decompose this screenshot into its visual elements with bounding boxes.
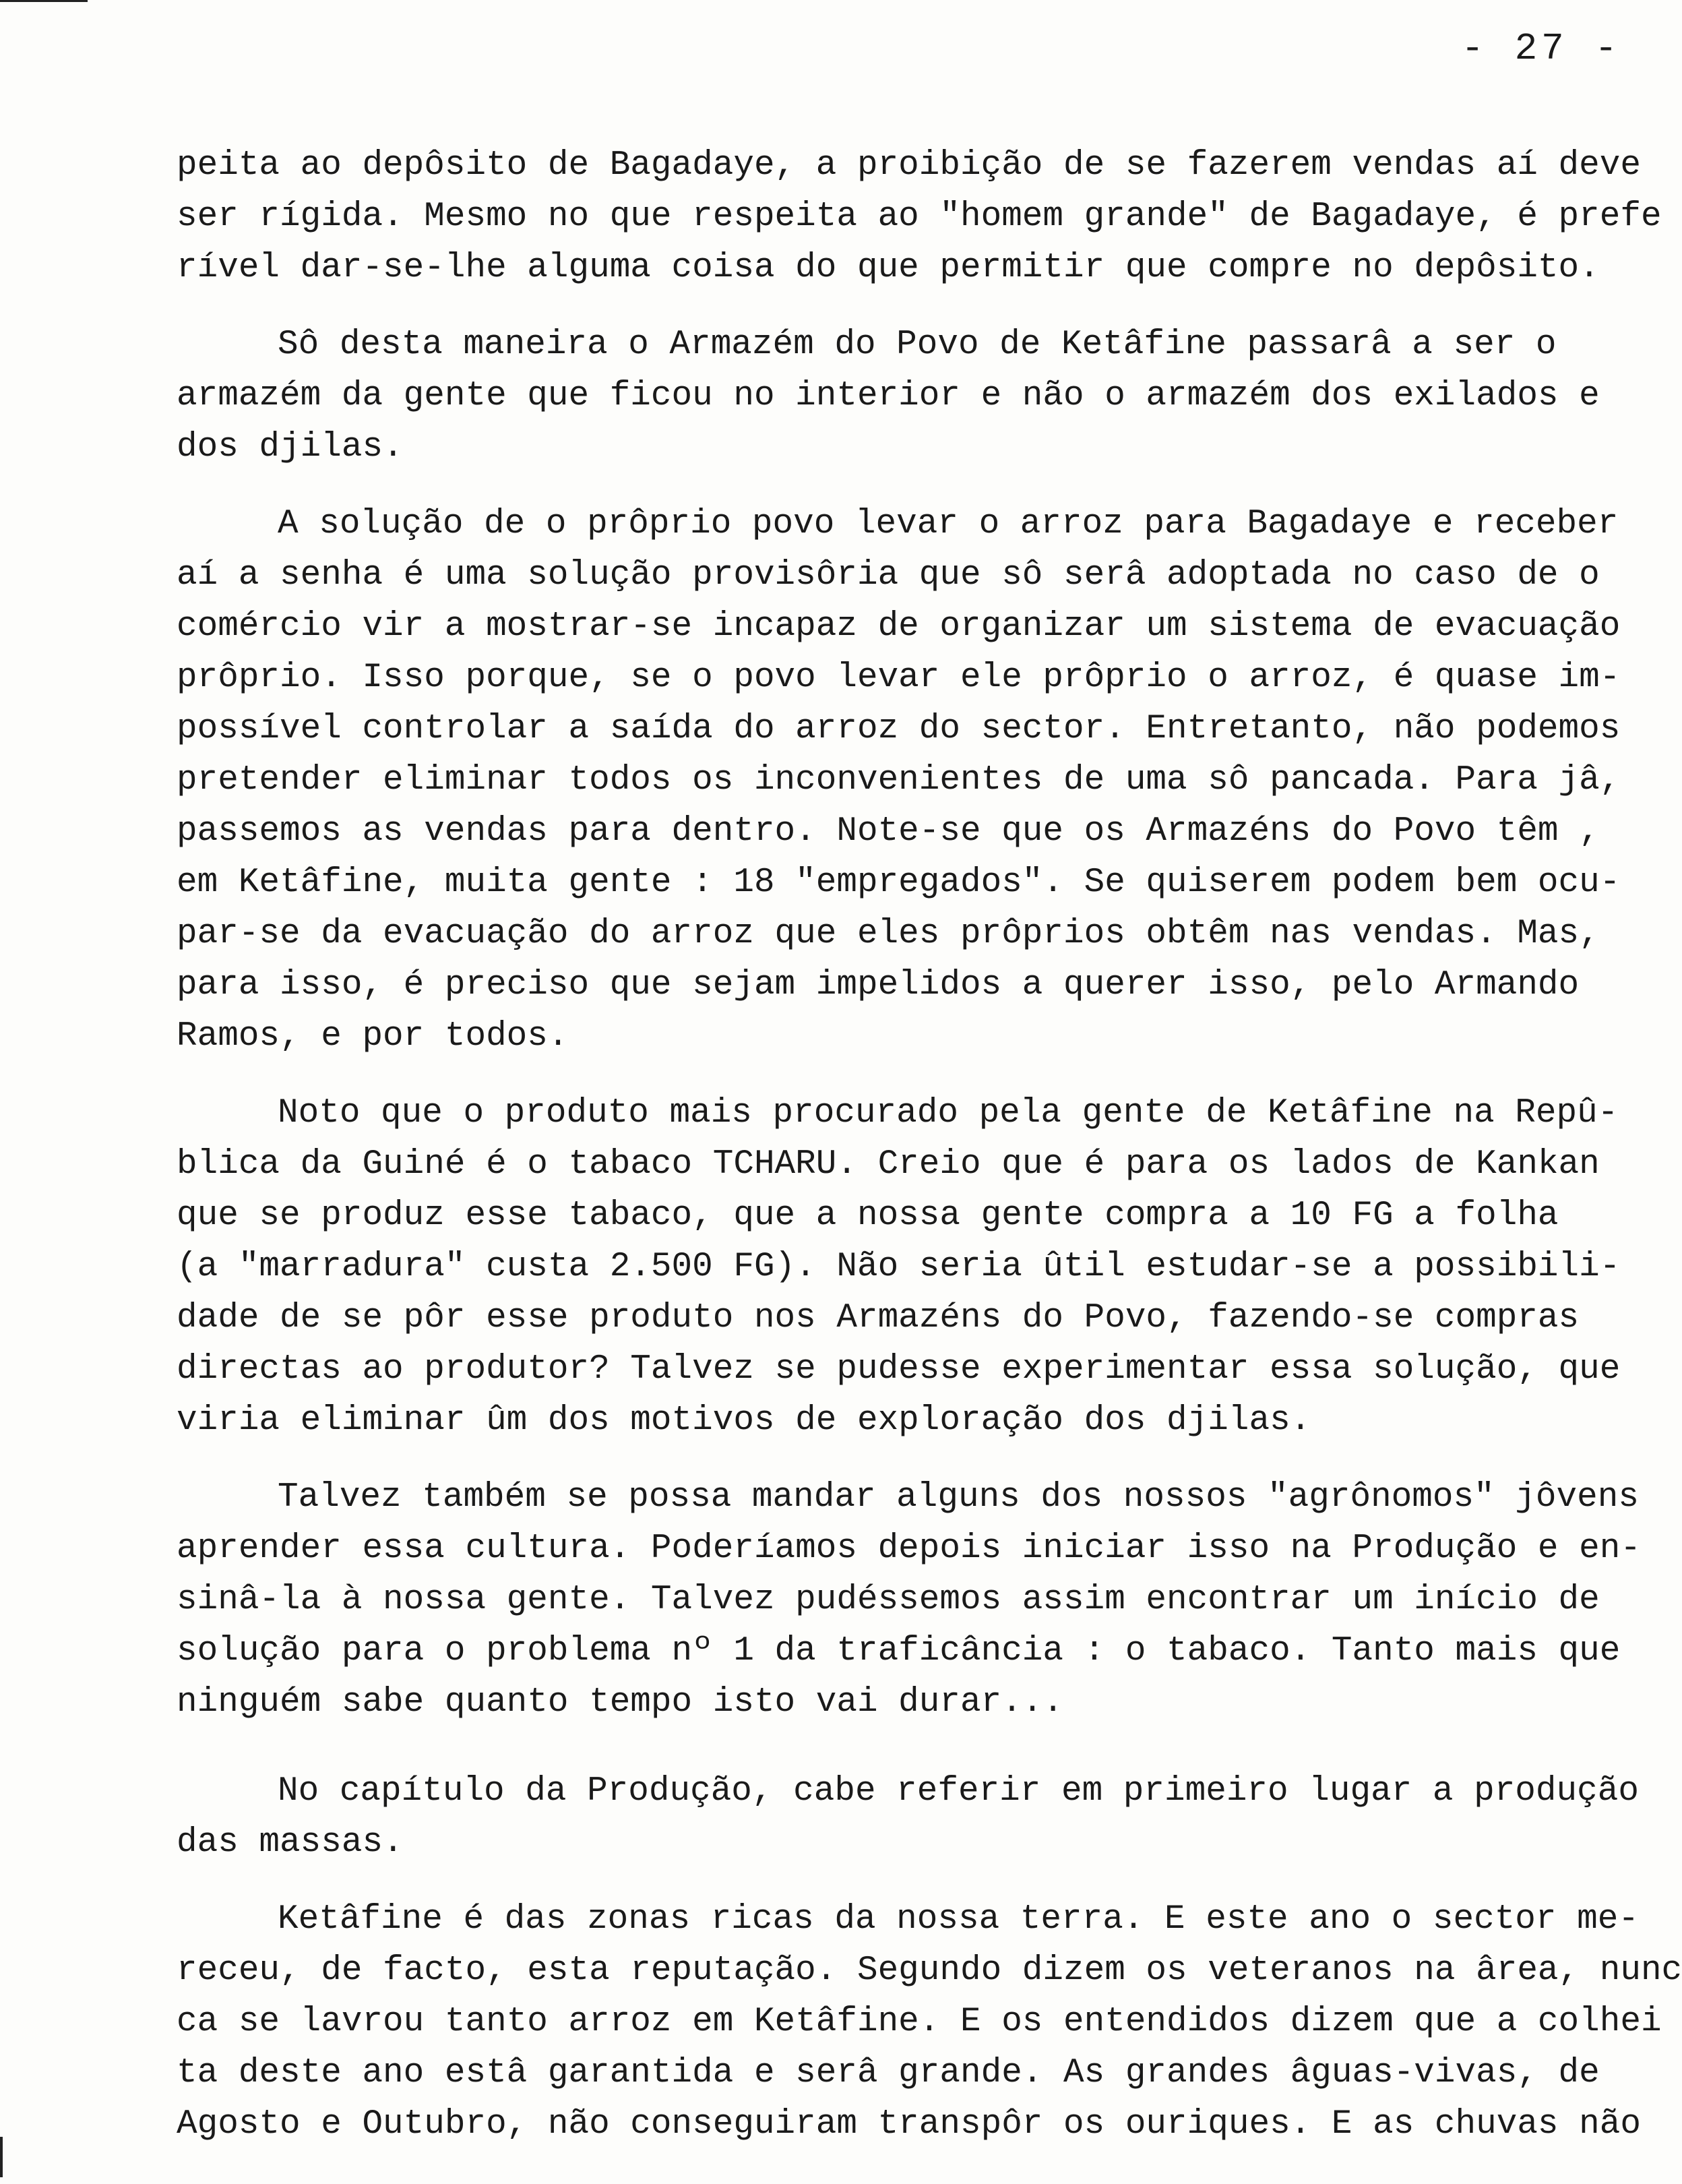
paragraph-3	[177, 499, 1646, 1062]
text-line: ta deste ano estâ garantida e serâ grande. As grandes âguas-vivas, de	[177, 2054, 1600, 2092]
text-line: Talvez também se possa mandar alguns dos nossos "agrônomos" jôvens	[278, 1478, 1639, 1517]
text-line: Agosto e Outubro, não conseguiram transpôr os ouriques. E as chuvas não	[177, 2105, 1641, 2144]
text-line: armazém da gente que ficou no interior e não o armazém dos exilados e	[177, 377, 1600, 415]
text-line: Noto que o produto mais procurado pela gente de Ketâfine na Repû-	[278, 1094, 1619, 1132]
page-number: - 27 -	[1461, 27, 1621, 70]
text-line: blica da Guiné é o tabaco TCHARU. Creio que é para os lados de Kankan	[177, 1145, 1600, 1184]
text-line: No capítulo da Produção, cabe referir em primeiro lugar a produção	[278, 1772, 1639, 1811]
paragraph-4	[177, 1088, 1646, 1447]
text-line: que se produz esse tabaco, que a nossa gente compra a 10 FG a folha	[177, 1196, 1559, 1235]
paragraph-7	[177, 1894, 1682, 2150]
paragraph-6	[177, 1766, 1646, 1869]
text-line: sinâ-la à nossa gente. Talvez pudéssemos assim encontrar um início de	[177, 1581, 1600, 1619]
text-line: possível controlar a saída do arroz do sector. Entretanto, não podemos	[177, 710, 1621, 748]
scan-edge-mark-top	[0, 0, 88, 2]
text-line: Ketâfine é das zonas ricas da nossa terra. E este ano o sector me-	[278, 1900, 1639, 1939]
text-line: ser rígida. Mesmo no que respeita ao "homem grande" de Bagadaye, é prefe	[177, 198, 1662, 236]
text-line: rível dar-se-lhe alguma coisa do que permitir que compre no depôsito.	[177, 249, 1600, 287]
text-line: dos djilas.	[177, 428, 404, 466]
text-line: passemos as vendas para dentro. Note-se que os Armazéns do Povo têm ,	[177, 812, 1600, 851]
text-line: pretender eliminar todos os inconvenientes de uma sô pancada. Para jâ,	[177, 761, 1621, 799]
text-line: peita ao depôsito de Bagadaye, a proibição de se fazerem vendas aí deve	[177, 146, 1641, 185]
text-line: receu, de facto, esta reputação. Segundo dizem os veteranos na ârea, nunc	[177, 1951, 1682, 1990]
paragraph-2	[177, 320, 1646, 473]
text-line: comércio vir a mostrar-se incapaz de organizar um sistema de evacuação	[177, 607, 1621, 646]
body-text	[177, 140, 1682, 2176]
text-line: solução para o problema nº 1 da traficância : o tabaco. Tanto mais que	[177, 1632, 1621, 1670]
text-line: viria eliminar ûm dos motivos de exploração dos djilas.	[177, 1401, 1311, 1440]
scan-edge-mark-bottom	[0, 2137, 3, 2177]
paragraph-5	[177, 1472, 1646, 1728]
text-line: dade de se pôr esse produto nos Armazéns do Povo, fazendo-se compras	[177, 1299, 1580, 1337]
text-line: par-se da evacuação do arroz que eles prôprios obtêm nas vendas. Mas,	[177, 915, 1600, 953]
text-line: ca se lavrou tanto arroz em Ketâfine. E os entendidos dizem que a colhei	[177, 2003, 1662, 2041]
text-line: aprender essa cultura. Poderíamos depois iniciar isso na Produção e en-	[177, 1529, 1641, 1568]
text-line: A solução de o prôprio povo levar o arroz para Bagadaye e receber	[278, 505, 1619, 543]
text-line: Ramos, e por todos.	[177, 1017, 569, 1056]
text-line: para isso, é preciso que sejam impelidos a querer isso, pelo Armando	[177, 966, 1580, 1004]
paragraph-1	[177, 140, 1662, 294]
text-line: aí a senha é uma solução provisôria que sô serâ adoptada no caso de o	[177, 556, 1600, 595]
text-line: das massas.	[177, 1823, 404, 1862]
text-line: prôprio. Isso porque, se o povo levar ele prôprio o arroz, é quase im-	[177, 659, 1621, 697]
text-line: (a "marradura" custa 2.500 FG). Não seria ûtil estudar-se a possibili-	[177, 1248, 1621, 1286]
text-line: directas ao produtor? Talvez se pudesse experimentar essa solução, que	[177, 1350, 1621, 1389]
text-line: Sô desta maneira o Armazém do Povo de Ketâfine passarâ a ser o	[278, 326, 1557, 364]
text-line: ninguém sabe quanto tempo isto vai durar...	[177, 1683, 1064, 1722]
text-line: em Ketâfine, muita gente : 18 "empregados". Se quiserem podem bem ocu-	[177, 863, 1621, 902]
